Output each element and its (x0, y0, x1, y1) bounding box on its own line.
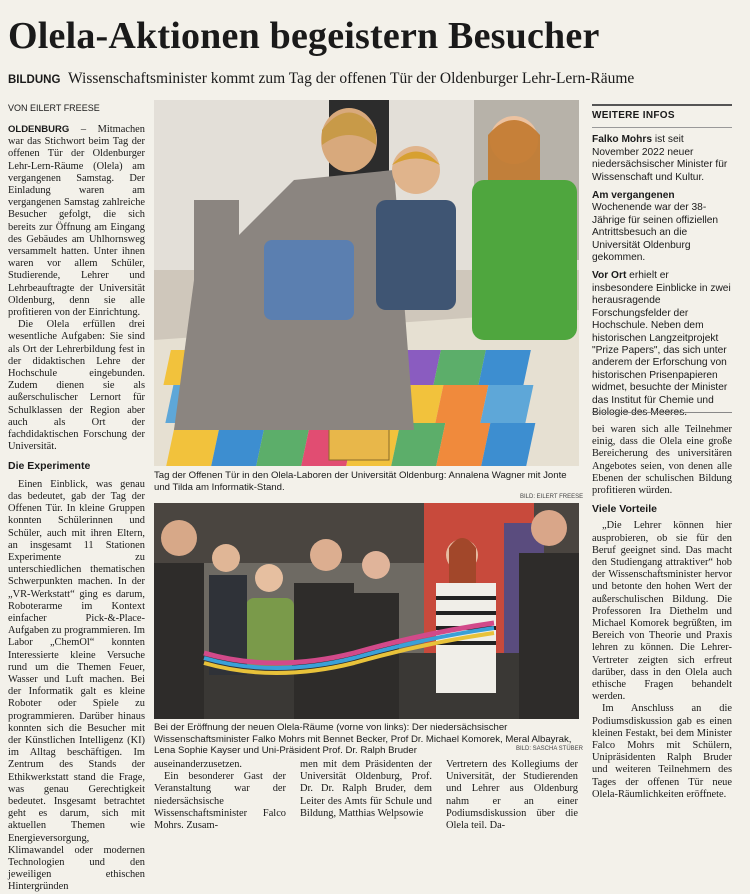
dateline: OLDENBURG (8, 124, 70, 135)
article-column-1 (8, 124, 145, 894)
subheadline (8, 70, 634, 88)
photo1-caption: Tag der Offenen Tür in den Olela-Laboren der Universität Oldenburg: Annalena Wagner mit Jonte und Tilda am Informatik-Stand. (154, 470, 567, 493)
info-paragraph: Falko Mohrs ist seit November 2022 neuer niedersächsischer Minister für Wissenschaft und Kultur. (592, 134, 728, 183)
info-box (592, 104, 732, 425)
paragraph: „Die Lehrer können hier ausprobieren, ob sie für den Beruf geeignet sind. Das macht den Studiengang attraktiver“ hob der Wissenschaftsminister hervor und betonte den hohen Wert der außerschulischen Bildung. Die Professoren Ira Diethelm und Michael Komorek begrüßten, im Bereich von Theorie und Praxis lehren zu können. Die Lehrer-Vertreter zeigten sich erfreut darüber, dass in den Olela auch ethische Fragen behandelt werden. (592, 520, 732, 703)
paragraph: men mit dem Präsidenten der Universität Oldenburg, Prof. Dr. Dr. Ralph Bruder, dem Leiter des Amts für Schule und Bildung, Matthias Welpsowie (300, 759, 432, 819)
kicker: BILDUNG (8, 74, 61, 86)
paragraph: bei waren sich alle Teilnehmer einig, dass die Olela eine große Bereicherung des universitären Angebotes seien, von denen alle Ebenen der schulischen Bildung profitieren würden. (592, 424, 732, 497)
byline: VON EILERT FREESE (8, 103, 100, 113)
article-column-2 (154, 759, 286, 832)
photo2-credit: BILD: SASCHA STÜBER (516, 746, 584, 752)
subheading-vorteile: Viele Vorteile (592, 503, 657, 516)
headline: Olela-Aktionen begeistern Besucher (8, 15, 600, 57)
info-paragraph: Vor Ort erhielt er insbesondere Einblicke in zwei herausragende Forschungsfelder der Hochschule. Neben dem historischen Langzeitprojekt "Prize Papers", das sich unter anderem der Erforschung von historischen Prisenpapieren widmet, besuchte der Minister das Institut für Chemie und (592, 270, 731, 406)
paragraph: auseinanderzusetzen. (154, 759, 242, 770)
intro-paragraph: OLDENBURG – Mitmachen war das Stichwort beim Tag der offenen Tür der Oldenburger Lehr-Lern-Räume (Olela) am vergangenen Samstag. Der Einladung waren am vergangenen Samstag zahlreiche Besucher gefolgt, die sich bereits zur Öffnung am Eingang des Gebäudes am Uhlhornsweg versammelt hatten. Unter ihnen waren vor allem Schüler, Studierende, Lehrer und Lehrbeauftragte der Universität Oldenburg, denn sie alle profitieren von der Einrichtung. (8, 124, 145, 319)
paragraph: Einen Einblick, was genau das bedeutet, gab der Tag der Offenen Tür. In kleine Gruppen konnten Schülerinnen und Schüler, auch mit ihren Eltern, an insgesamt 11 Stationen Experimente zu unterschiedlichen thematischen Schwerpunkten machen. In der „VR-Werkstatt“ ging es darum, Roboterarme im Kontext einfacher Pick-&-Place-Aufgaben zu programmieren. Im Labor „ChemOl“ konnten Interessierte kleine Versuche rund um die Themen Feuer, Wasser und Luft machen. Bei der Informatik galt es kleine Roboter oder Spiele zu programmieren. Darüber hinaus konnten sich die Besucher mit der Künstlichen Intelligenz (KI) im Alltag beschäftigen. Im Zentrum des Stands der Ethikwerkstatt stand die Frage, was genau Gerechtigkeit bedeutet. Insgesamt betrachtet geht es darum, sich mit aktuellen Themen wie Energieversorgung, Klimawandel oder modernen Technologien und den jeweiligen ethischen Hintergründen (8, 478, 145, 893)
info-box-divider (592, 412, 732, 413)
subheadline-text: Wissenschaftsminister kommt zum Tag der offenen Tür der Oldenburger Lehr-Lern-Räume (68, 70, 635, 87)
photo-illustration (154, 503, 579, 719)
photo-eroeffnung (154, 503, 579, 719)
paragraph: Die Olela erfüllen drei wesentliche Aufgaben: Sie sind als Ort der Lehrerbildung fest in der didaktischen Lehre der Hochschule eingebunden. Zudem dienen sie als außerschulischer Lernort für Schulklassen der Region aber auch als Ort der fachdidaktischen Forschung der Universität. (8, 319, 145, 453)
photo1-credit: BILD: EILERT FREESE (520, 494, 584, 500)
article-column-4 (446, 759, 578, 832)
article-column-right (592, 424, 732, 801)
info-box-title: WEITERE INFOS (592, 104, 732, 128)
paragraph: Vertretern des Kollegiums der Universität, der Studierenden und Lehrer aus Oldenburg nahm er an einer Podiumsdiskussion über die Olela teil. Da- (446, 759, 578, 832)
photo-informatik-stand (154, 100, 579, 466)
photo2-caption: Bei der Eröffnung der neuen Olela-Räume (vorne von links): Der niedersächsischer Wissenschaftsminister Falko Mohrs mit Bennet Becker, Prof Dr. Michael Komorek, Meral Albayrak, Lena Sophie Kayser und Uni-Präsident Prof. Dr. Ralph Bruder (154, 722, 572, 756)
paragraph: Im Anschluss an die Podiumsdiskussion gab es einen kleinen Festakt, bei dem Minister Falco Mohrs mit Schülern, Unipräsidenten Ralph Bruder und weiteren Teilnehmern des Tages der offenen Tür neue Olela-Räumlichkeiten eröffnete. (592, 703, 732, 800)
photo-illustration (154, 100, 579, 466)
subheading-experimente: Die Experimente (8, 460, 91, 473)
paragraph: Ein besonderer Gast der Veranstaltung war der niedersächsische Wissenschaftsminister Falco Mohrs. Zusam- (154, 771, 286, 832)
info-paragraph: Am vergangenen Wochenende war der 38-Jährige für seinen offiziellen Antrittsbesuch an die Universität Oldenburg gekommen. (592, 190, 719, 264)
article-column-3 (300, 759, 432, 820)
